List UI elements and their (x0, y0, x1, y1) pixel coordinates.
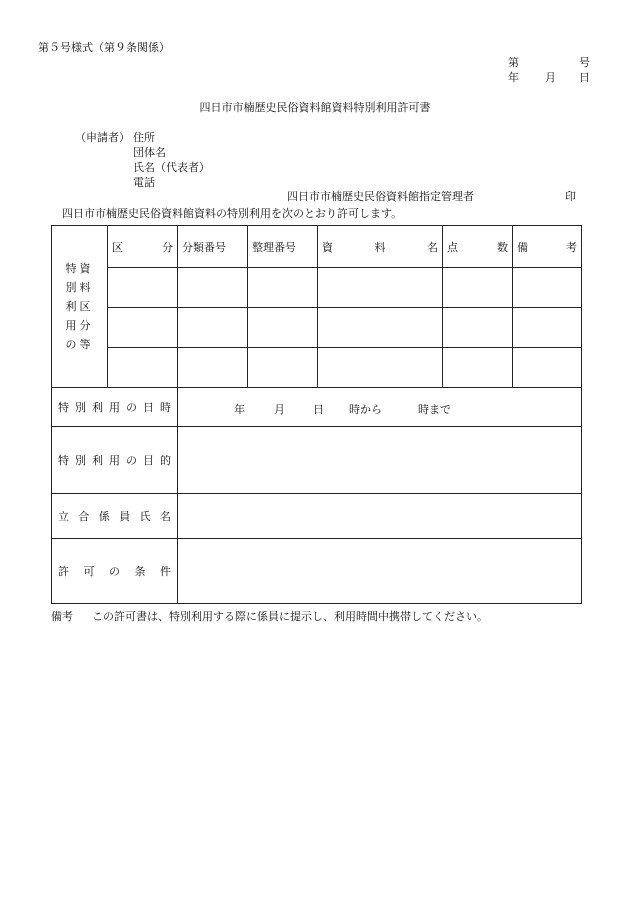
form-number: 第５号様式（第９条関係） (38, 41, 170, 54)
conditions-row (52, 539, 582, 604)
entry-cell[interactable] (248, 268, 318, 308)
staff-row (52, 494, 582, 539)
entry-cell[interactable] (178, 308, 248, 348)
datetime-day: 日 (313, 403, 324, 416)
applicant-label: （申請者） (75, 131, 130, 144)
datetime-label: 特 別 利 用 の 日 時 (52, 388, 178, 427)
purpose-row (52, 427, 582, 494)
entry-cell[interactable] (108, 348, 178, 388)
datetime-year: 年 (234, 403, 245, 416)
header-reference-number: 整理番号 (248, 226, 318, 268)
entry-cell[interactable] (248, 308, 318, 348)
datetime-month: 月 (274, 403, 285, 416)
material-entry-row (52, 308, 582, 348)
entry-cell[interactable] (178, 348, 248, 388)
material-entry-row (52, 268, 582, 308)
purpose-value[interactable] (178, 427, 582, 494)
entry-cell[interactable] (318, 348, 443, 388)
applicant-organization-label: 団体名 (133, 146, 166, 159)
header-kubun: 区 分 (108, 226, 178, 268)
number-suffix: 号 (579, 56, 590, 69)
header-count: 点 数 (443, 226, 513, 268)
entry-cell[interactable] (513, 308, 582, 348)
date-year: 年 (508, 71, 519, 84)
remarks-label: 備考 (51, 610, 73, 623)
entry-cell[interactable] (318, 268, 443, 308)
conditions-label: 許 可 の 条 件 (52, 539, 178, 604)
seal-mark: 印 (565, 190, 576, 203)
staff-value[interactable] (178, 494, 582, 539)
material-header-row (52, 226, 582, 268)
entry-cell[interactable] (443, 268, 513, 308)
date-month: 月 (545, 71, 556, 84)
staff-label: 立 合 係 員 氏 名 (52, 494, 178, 539)
applicant-address-label: 住所 (133, 131, 155, 144)
remarks-text: この許可書は、特別利用する際に係員に提示し、利用時間中携帯してください。 (92, 610, 488, 623)
number-prefix: 第 (508, 56, 519, 69)
applicant-block (75, 130, 210, 190)
entry-cell[interactable] (248, 348, 318, 388)
datetime-row (52, 388, 582, 427)
conditions-value[interactable] (178, 539, 582, 604)
datetime-value[interactable] (178, 388, 582, 427)
entry-cell[interactable] (178, 268, 248, 308)
header-remarks: 備 考 (513, 226, 582, 268)
permission-notice: 四日市市楠歴史民俗資料館資料の特別利用を次のとおり許可します。 (62, 207, 403, 220)
header-material-name: 資 料 名 (318, 226, 443, 268)
entry-cell[interactable] (318, 308, 443, 348)
manager-name: 四日市市楠歴史民俗資料館指定管理者 (287, 190, 474, 203)
permission-form-table (51, 225, 582, 604)
entry-cell[interactable] (513, 268, 582, 308)
purpose-label: 特 別 利 用 の 目 的 (52, 427, 178, 494)
datetime-to: 時まで (418, 403, 451, 416)
remarks-note (51, 611, 488, 622)
document-title: 四日市市楠歴史民俗資料館資料特別利用許可書 (199, 101, 431, 114)
material-side-label: 特資 別料 利区 用分 の等 (52, 226, 108, 388)
entry-cell[interactable] (443, 308, 513, 348)
material-entry-row (52, 348, 582, 388)
date-day: 日 (579, 71, 590, 84)
header-class-number: 分類番号 (178, 226, 248, 268)
applicant-name-label: 氏名（代表者） (133, 161, 210, 174)
datetime-from: 時から (349, 403, 382, 416)
entry-cell[interactable] (108, 268, 178, 308)
entry-cell[interactable] (513, 348, 582, 388)
entry-cell[interactable] (108, 308, 178, 348)
entry-cell[interactable] (443, 348, 513, 388)
applicant-phone-label: 電話 (133, 176, 155, 189)
